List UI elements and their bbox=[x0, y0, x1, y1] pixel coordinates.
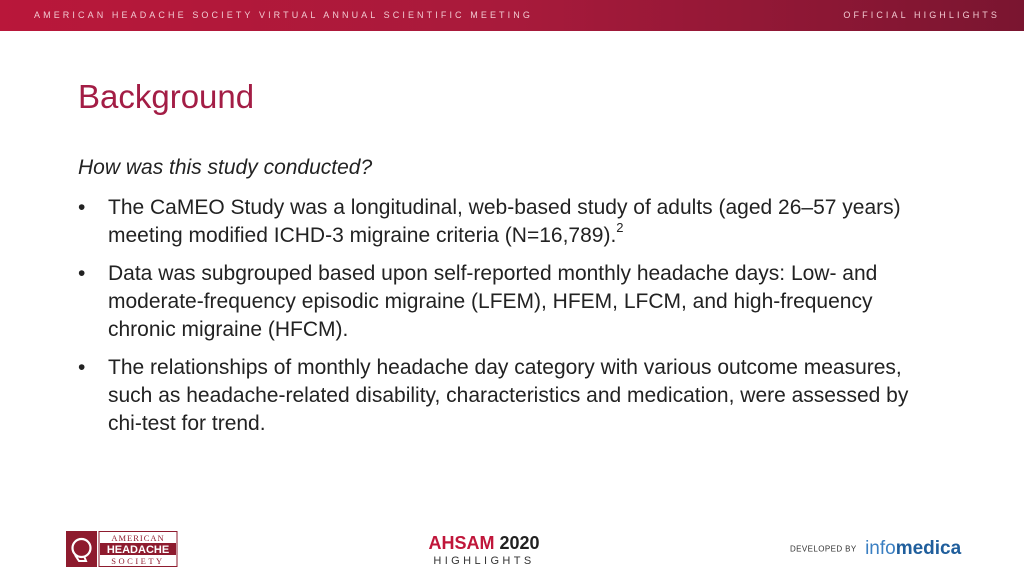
ahsam-logo bbox=[424, 533, 544, 567]
ahs-logo-line2: HEADACHE bbox=[106, 544, 170, 556]
ahsam-year: 2020 bbox=[499, 533, 540, 553]
infomedica-logo-part-a: info bbox=[865, 538, 896, 559]
header-bar bbox=[0, 0, 1024, 31]
bullet-dot-icon: • bbox=[78, 356, 86, 379]
ahs-logo-line3: SOCIETY bbox=[111, 556, 165, 566]
slide-title: Background bbox=[78, 78, 255, 115]
infomedica-logo-part-b: medica bbox=[895, 538, 962, 559]
bullet-item bbox=[78, 194, 938, 250]
ahsam-subtitle: HIGHLIGHTS bbox=[433, 555, 535, 567]
bullet-list bbox=[78, 194, 938, 438]
section-question: How was this study conducted? bbox=[78, 156, 373, 179]
ahs-logo-line1: AMERICAN bbox=[111, 533, 165, 543]
slide-content bbox=[78, 154, 938, 448]
bullet-dot-icon: • bbox=[78, 262, 86, 285]
meeting-name: AMERICAN HEADACHE SOCIETY VIRTUAL ANNUAL SCIENTIFIC MEETING bbox=[34, 10, 533, 20]
bullet-text: Data was subgrouped based upon self-reported monthly headache days: Low- and moderate-frequency episodic migraine (LFEM), HFEM, LFCM, and high-frequency chronic migraine (HFCM). bbox=[108, 262, 878, 341]
ahs-logo bbox=[66, 531, 178, 567]
official-highlights-label: OFFICIAL HIGHLIGHTS bbox=[843, 10, 1000, 20]
bullet-text: The CaMEO Study was a longitudinal, web-based study of adults (aged 26–57 years) meeting modified ICHD-3 migraine criteria (N=16,789). bbox=[108, 196, 901, 247]
bullet-item bbox=[78, 260, 938, 344]
developed-by-label: DEVELOPED BY bbox=[790, 544, 857, 554]
bullet-text: The relationships of monthly headache day category with various outcome measures, such as headache-related disability, characteristics and medication, were assessed by chi-test for trend. bbox=[108, 356, 909, 435]
developer-credit bbox=[790, 538, 961, 560]
bullet-item bbox=[78, 354, 938, 438]
bullet-dot-icon: • bbox=[78, 196, 86, 219]
ahsam-brand: AHSAM bbox=[428, 533, 495, 553]
citation-superscript: 2 bbox=[616, 220, 624, 235]
infomedica-logo bbox=[865, 538, 961, 559]
